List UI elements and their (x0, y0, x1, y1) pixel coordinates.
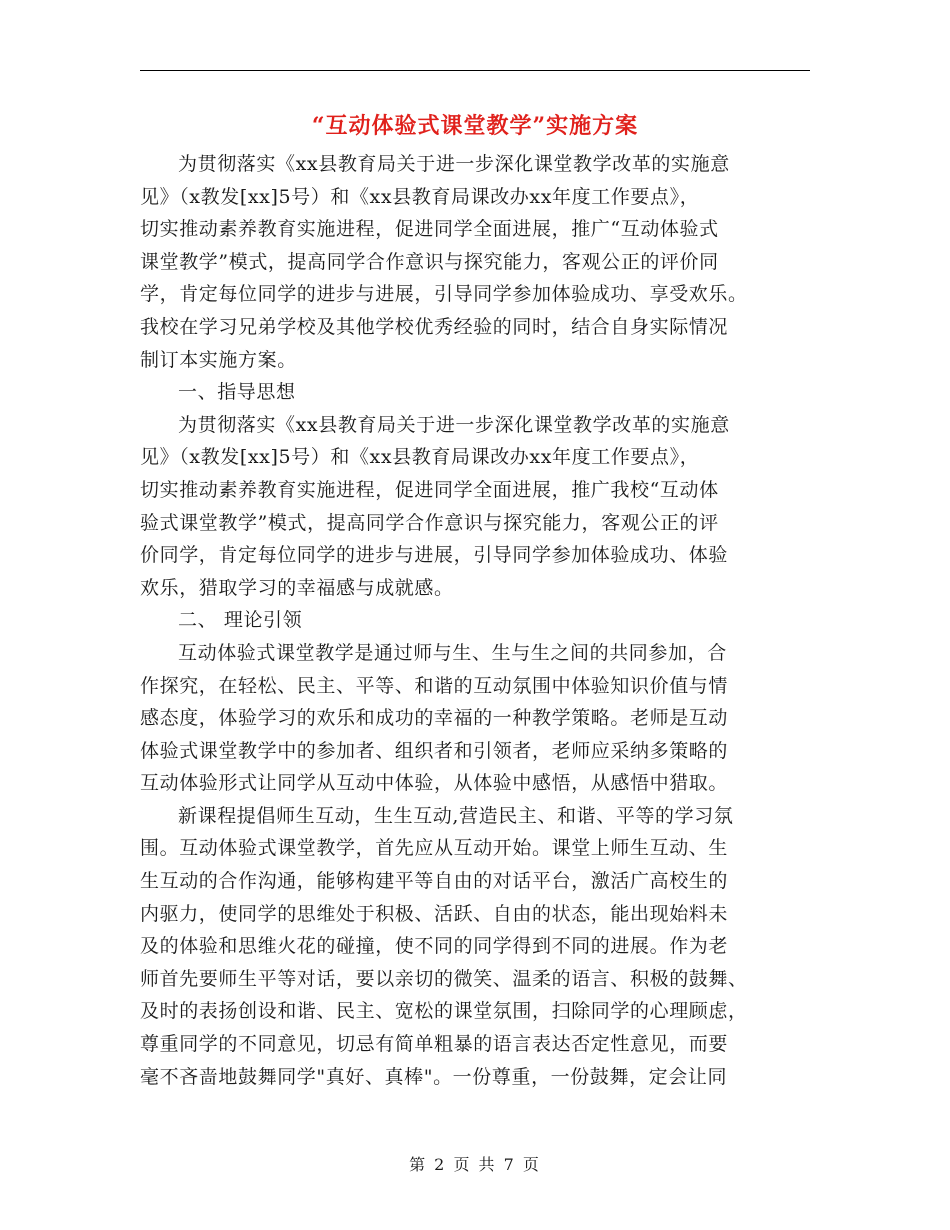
section-heading-theory-guidance: 二、 理论引领 (178, 609, 303, 632)
guiding-ideology-paragraph: 为贯彻落实《xx县教育局关于进一步深化课堂教学改革的实施意 见》（x教发[xx]5号）和《xx县教育局课改办xx年度工作要点》， 切实推动素养教育实施进程，促进同学全面进展，推广我校“互动体 验式课堂教学”模式，提高同学合作意识与探究能力，客观公正的评 价同学，肯定每位同学的进步与进展，引导同学参加体验成功、体验 欢乐，猎取学习的幸福感与成就感。 (140, 413, 730, 599)
intro-paragraph: 为贯彻落实《xx县教育局关于进一步深化课堂教学改革的实施意 见》（x教发[xx]5号）和《xx县教育局课改办xx年度工作要点》， 切实推动素养教育实施进程，促进同学全面进展，推广“互动体验式 课堂教学”模式，提高同学合作意识与探究能力，客观公正的评价同 学，肯定每位同学的进步与进展，引导同学参加体验成功、享受欢乐。 我校在学习兄弟学校及其他学校优秀经验的同时，结合自身实际情况 制订本实施方案。 (140, 153, 748, 371)
document-body (140, 148, 810, 1093)
section-heading-guiding-ideology: 一、指导思想 (178, 381, 296, 404)
theory-paragraph-2: 新课程提倡师生互动，生生互动,营造民主、和谐、平等的学习氛 围。互动体验式课堂教学，首先应从互动开始。课堂上师生互动、生 生互动的合作沟通，能够构建平等自由的对话平台，激活广高校生的 内驱力，使同学的思维处于积极、活跃、自由的状态，能出现始料未 及的体验和思维火花的碰撞，使不同的同学得到不同的进展。作为老 师首先要师生平等对话，要以亲切的微笑、温柔的语言、积极的鼓舞、 及时的表扬创设和谐、民主、宽松的课堂氛围，扫除同学的心理顾虑， 尊重同学的不同意见，切忌有简单粗暴的语言表达否定性意见，而要 毫不吝啬地鼓舞同学"真好、真棒"。一份尊重，一份鼓舞，定会让同 (140, 804, 748, 1088)
document-title: “互动体验式课堂教学”实施方案 (311, 113, 639, 139)
header-rule (140, 70, 810, 71)
page-number-footer: 第 2 页 共 7 页 (409, 1155, 541, 1174)
theory-paragraph-1: 互动体验式课堂教学是通过师与生、生与生之间的共同参加，合 作探究，在轻松、民主、平等、和谐的互动氛围中体验知识价值与情 感态度，体验学习的欢乐和成功的幸福的一种教学策略。老师是互动 体验式课堂教学中的参加者、组织者和引领者，老师应采纳多策略的 互动体验形式让同学从互动中体验，从体验中感悟，从感悟中猎取。 (140, 641, 729, 795)
